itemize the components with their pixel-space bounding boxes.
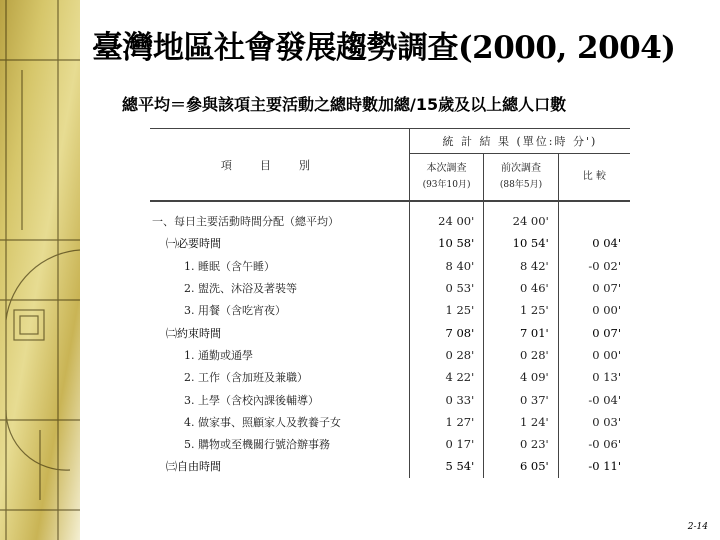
row-current-value: 5 54' bbox=[409, 455, 483, 477]
row-previous-value: 0 37' bbox=[484, 388, 558, 410]
table-spacer-row bbox=[150, 201, 630, 210]
table-row bbox=[150, 366, 630, 388]
item-column-header: 項目別 bbox=[150, 129, 409, 202]
blueprint-lines-graphic bbox=[0, 0, 80, 540]
table-row bbox=[150, 210, 630, 232]
row-previous-value: 0 46' bbox=[484, 277, 558, 299]
row-current-value: 8 40' bbox=[409, 255, 483, 277]
row-current-value: 0 28' bbox=[409, 344, 483, 366]
row-label: 一、每日主要活動時間分配（總平均） bbox=[150, 210, 409, 232]
table-row bbox=[150, 299, 630, 321]
row-compare-value: -0 11' bbox=[588, 459, 621, 474]
row-previous-value: 10 54' bbox=[484, 232, 558, 254]
decorative-blueprint-band bbox=[0, 0, 80, 540]
previous-survey-date: (88年5月) bbox=[499, 180, 543, 190]
row-previous-value: 24 00' bbox=[484, 210, 558, 232]
previous-survey-label: 前次調查 bbox=[501, 163, 541, 174]
row-current-value: 10 58' bbox=[409, 232, 483, 254]
compare-header: 比 較 bbox=[558, 154, 630, 202]
table-row bbox=[150, 277, 630, 299]
row-compare-value: 0 00' bbox=[592, 347, 621, 362]
row-previous-value: 4 09' bbox=[484, 366, 558, 388]
table-row bbox=[150, 255, 630, 277]
row-compare-value: 0 13' bbox=[592, 370, 621, 385]
row-previous-value: 6 05' bbox=[484, 455, 558, 477]
row-current-value: 24 00' bbox=[409, 210, 483, 232]
row-current-value: 4 22' bbox=[409, 366, 483, 388]
row-previous-value: 1 25' bbox=[484, 299, 558, 321]
row-current-value: 7 08' bbox=[409, 321, 483, 343]
row-label: 4. 做家事、照顧家人及教養子女 bbox=[150, 411, 409, 433]
row-previous-value: 7 01' bbox=[484, 321, 558, 343]
table-header-row bbox=[150, 129, 630, 154]
table-row bbox=[150, 321, 630, 343]
row-previous-value: 1 24' bbox=[484, 411, 558, 433]
table-row bbox=[150, 455, 630, 477]
current-survey-date: (93年10月) bbox=[422, 180, 471, 190]
table-row bbox=[150, 344, 630, 366]
row-label: 5. 購物或至機關行號洽辦事務 bbox=[150, 433, 409, 455]
row-label: ㈢自由時間 bbox=[150, 455, 409, 477]
slide-subtitle: 總平均＝參與該項主要活動之總時數加總/15歲及以上總人口數 bbox=[122, 95, 567, 114]
row-compare-value: 0 00' bbox=[592, 303, 621, 318]
row-compare-value: -0 06' bbox=[588, 437, 621, 452]
table-row bbox=[150, 411, 630, 433]
row-current-value: 1 25' bbox=[409, 299, 483, 321]
row-current-value: 0 17' bbox=[409, 433, 483, 455]
table-row bbox=[150, 388, 630, 410]
row-label: 1. 通勤或通學 bbox=[150, 344, 409, 366]
statistics-table bbox=[150, 128, 630, 478]
slide-title: 臺灣地區社會發展趨勢調查(2000, 2004) bbox=[92, 30, 676, 66]
row-compare-value: 0 04' bbox=[592, 236, 621, 251]
row-current-value: 0 53' bbox=[409, 277, 483, 299]
stats-column-header: 統 計 結 果 (單位:時 分') bbox=[409, 129, 630, 154]
row-label: ㈡約束時間 bbox=[150, 321, 409, 343]
current-survey-label: 本次調查 bbox=[426, 163, 467, 174]
row-compare-value: 0 07' bbox=[592, 325, 621, 340]
row-compare-value bbox=[558, 210, 630, 232]
row-label: ㈠必要時間 bbox=[150, 232, 409, 254]
row-compare-value: -0 02' bbox=[588, 258, 621, 273]
previous-survey-header bbox=[484, 154, 558, 202]
row-label: 3. 用餐（含吃宵夜） bbox=[150, 299, 409, 321]
table-row bbox=[150, 433, 630, 455]
row-compare-value: 0 03' bbox=[592, 414, 621, 429]
row-previous-value: 0 28' bbox=[484, 344, 558, 366]
table-row bbox=[150, 232, 630, 254]
row-label: 1. 睡眠（含午睡） bbox=[150, 255, 409, 277]
row-current-value: 0 33' bbox=[409, 388, 483, 410]
row-previous-value: 0 23' bbox=[484, 433, 558, 455]
row-current-value: 1 27' bbox=[409, 411, 483, 433]
row-compare-value: -0 04' bbox=[588, 392, 621, 407]
row-label: 2. 盥洗、沐浴及著裝等 bbox=[150, 277, 409, 299]
row-compare-value: 0 07' bbox=[592, 281, 621, 296]
row-label: 2. 工作（含加班及兼職） bbox=[150, 366, 409, 388]
page-number: 2-14 bbox=[687, 522, 708, 532]
row-label: 3. 上學（含校內課後輔導） bbox=[150, 388, 409, 410]
time-allocation-table bbox=[150, 128, 630, 482]
current-survey-header bbox=[409, 154, 483, 202]
row-previous-value: 8 42' bbox=[484, 255, 558, 277]
